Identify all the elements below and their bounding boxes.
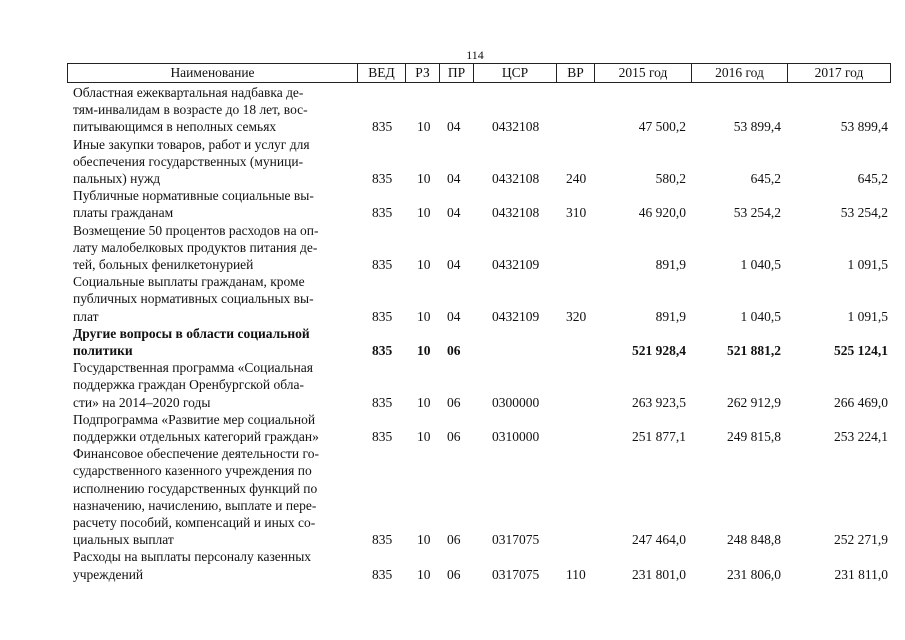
cell-rz: 10 — [417, 119, 431, 135]
row-name-line: Государственная программа «Социальная — [73, 360, 313, 376]
cell-csr: 0300000 — [492, 394, 540, 410]
cell-csr: 0432108 — [492, 119, 540, 135]
row-name-line: тей, больных фенилкетонурией — [73, 256, 254, 272]
cell-y2015: 580,2 — [655, 170, 686, 186]
cell-pr: 04 — [447, 256, 461, 272]
cell-pr: 06 — [447, 566, 461, 582]
cell-y2015: 521 928,4 — [632, 342, 686, 358]
cell-y2016: 249 815,8 — [727, 428, 781, 444]
row-name — [73, 222, 355, 274]
row-name — [73, 136, 355, 188]
row-name-line: платы гражданам — [73, 205, 174, 221]
table-row — [0, 325, 905, 359]
cell-y2017: 253 224,1 — [834, 428, 888, 444]
row-name-line: плат — [73, 308, 99, 324]
cell-csr: 0310000 — [492, 428, 540, 444]
cell-y2016: 231 806,0 — [727, 566, 781, 582]
cell-csr: 0432109 — [492, 256, 540, 272]
row-name-line: питывающимся в неполных семьях — [73, 119, 277, 135]
row-name-line: Социальные выплаты гражданам, кроме — [73, 274, 305, 290]
table-row — [0, 359, 905, 411]
cell-y2015: 891,9 — [655, 256, 686, 272]
cell-y2017: 1 091,5 — [847, 256, 888, 272]
cell-pr: 06 — [447, 342, 461, 358]
cell-y2017: 525 124,1 — [834, 342, 888, 358]
cell-csr: 0317075 — [492, 532, 540, 548]
table-row — [0, 222, 905, 274]
row-name-line: Иные закупки товаров, работ и услуг для — [73, 136, 310, 152]
cell-y2017: 1 091,5 — [847, 308, 888, 324]
row-name — [73, 445, 355, 548]
cell-ved: 835 — [372, 394, 393, 410]
cell-rz: 10 — [417, 170, 431, 186]
row-name-line: расчету пособий, компенсаций и иных со- — [73, 514, 316, 530]
table-row — [0, 548, 905, 582]
cell-ved: 835 — [372, 308, 393, 324]
table-row — [0, 136, 905, 188]
cell-ved: 835 — [372, 205, 393, 221]
cell-ved: 835 — [372, 170, 393, 186]
cell-ved: 835 — [372, 532, 393, 548]
cell-y2017: 266 469,0 — [834, 394, 888, 410]
cell-csr: 0432108 — [492, 205, 540, 221]
row-name-line: политики — [73, 342, 133, 358]
row-name-line: циальных выплат — [73, 532, 174, 548]
row-name-line: Областная ежеквартальная надбавка де- — [73, 85, 304, 100]
row-name-line: Подпрограмма «Развитие мер социальной — [73, 411, 316, 427]
cell-rz: 10 — [417, 256, 431, 272]
cell-csr: 0317075 — [492, 566, 540, 582]
header-rz: РЗ — [406, 64, 440, 82]
cell-y2016: 645,2 — [750, 170, 781, 186]
row-name-line: пальных) нужд — [73, 171, 161, 186]
cell-y2016: 1 040,5 — [740, 256, 781, 272]
header-ved: ВЕД — [358, 64, 406, 82]
cell-csr: 0432108 — [492, 170, 540, 186]
table-row — [0, 445, 905, 548]
header-2016: 2016 год — [692, 64, 788, 82]
row-name-line: исполнению государственных функций по — [73, 480, 318, 496]
cell-pr: 04 — [447, 308, 461, 324]
cell-y2017: 252 271,9 — [834, 532, 888, 548]
row-name — [73, 325, 355, 359]
row-name-line: тям-инвалидам в возрасте до 18 лет, вос- — [73, 102, 308, 118]
row-name-line: поддержка граждан Оренбургской обла- — [73, 377, 305, 393]
cell-pr: 06 — [447, 394, 461, 410]
table-body — [0, 84, 905, 583]
cell-y2015: 231 801,0 — [632, 566, 686, 582]
cell-pr: 06 — [447, 532, 461, 548]
cell-y2016: 262 912,9 — [727, 394, 781, 410]
row-name-line: публичных нормативных социальных вы- — [73, 291, 314, 307]
row-name-line: учреждений — [73, 566, 144, 582]
cell-vr: 310 — [566, 205, 587, 221]
cell-vr: 240 — [566, 170, 587, 186]
cell-ved: 835 — [372, 428, 393, 444]
cell-ved: 835 — [372, 566, 393, 582]
table-header — [67, 63, 891, 83]
row-name-line: поддержки отдельных категорий граждан» — [73, 428, 319, 444]
cell-rz: 10 — [417, 428, 431, 444]
page-number: 114 — [466, 48, 484, 62]
cell-y2016: 521 881,2 — [727, 342, 781, 358]
cell-ved: 835 — [372, 256, 393, 272]
row-name-line: лату малобелковых продуктов питания де- — [73, 239, 318, 255]
header-pr: ПР — [440, 64, 474, 82]
header-2017: 2017 год — [814, 65, 864, 80]
cell-ved: 835 — [372, 119, 393, 135]
cell-rz: 10 — [417, 342, 431, 358]
cell-vr: 110 — [566, 566, 586, 582]
cell-y2015: 247 464,0 — [632, 532, 686, 548]
table-row — [0, 84, 905, 136]
row-name-line: Другие вопросы в области социальной — [73, 325, 310, 341]
row-name — [73, 359, 355, 411]
cell-y2016: 53 254,2 — [733, 205, 781, 221]
cell-y2015: 251 877,1 — [632, 428, 686, 444]
row-name-line: Возмещение 50 процентов расходов на оп- — [73, 222, 319, 238]
row-name-line: Публичные нормативные социальные вы- — [73, 188, 314, 204]
cell-y2015: 46 920,0 — [638, 205, 686, 221]
row-name — [73, 548, 355, 582]
row-name-line: Расходы на выплаты персоналу казенных — [73, 549, 312, 565]
cell-y2017: 231 811,0 — [834, 566, 888, 582]
row-name-line: Финансовое обеспечение деятельности го- — [73, 446, 319, 462]
cell-y2017: 645,2 — [857, 170, 888, 186]
cell-rz: 10 — [417, 308, 431, 324]
cell-rz: 10 — [417, 205, 431, 221]
cell-ved: 835 — [372, 342, 393, 358]
cell-y2016: 53 899,4 — [733, 119, 781, 135]
cell-vr: 320 — [566, 308, 587, 324]
row-name-line: назначению, начислению, выплате и пере- — [73, 497, 317, 513]
cell-y2017: 53 254,2 — [840, 205, 888, 221]
row-name-line: сударственного казенного учреждения по — [73, 463, 312, 479]
row-name-line: сти» на 2014–2020 годы — [73, 394, 211, 410]
table-row — [0, 411, 905, 445]
cell-rz: 10 — [417, 532, 431, 548]
cell-pr: 04 — [447, 119, 461, 135]
header-name: Наименование — [68, 64, 358, 82]
cell-y2017: 53 899,4 — [840, 119, 888, 135]
row-name — [73, 187, 355, 221]
header-2015: 2015 год — [595, 64, 692, 82]
cell-pr: 04 — [447, 205, 461, 221]
table-row — [0, 273, 905, 325]
row-name — [73, 84, 355, 136]
row-name — [73, 411, 355, 445]
cell-csr: 0432109 — [492, 308, 540, 324]
cell-y2016: 248 848,8 — [727, 532, 781, 548]
cell-pr: 06 — [447, 428, 461, 444]
cell-y2015: 47 500,2 — [638, 119, 686, 135]
cell-y2016: 1 040,5 — [740, 308, 781, 324]
cell-rz: 10 — [417, 394, 431, 410]
cell-y2015: 263 923,5 — [632, 394, 686, 410]
header-vr: ВР — [557, 64, 595, 82]
cell-y2015: 891,9 — [655, 308, 686, 324]
row-name-line: обеспечения государственных (муници- — [73, 153, 304, 169]
cell-rz: 10 — [417, 566, 431, 582]
header-csr: ЦСР — [474, 64, 557, 82]
cell-pr: 04 — [447, 170, 461, 186]
row-name — [73, 273, 355, 325]
table-row — [0, 187, 905, 221]
